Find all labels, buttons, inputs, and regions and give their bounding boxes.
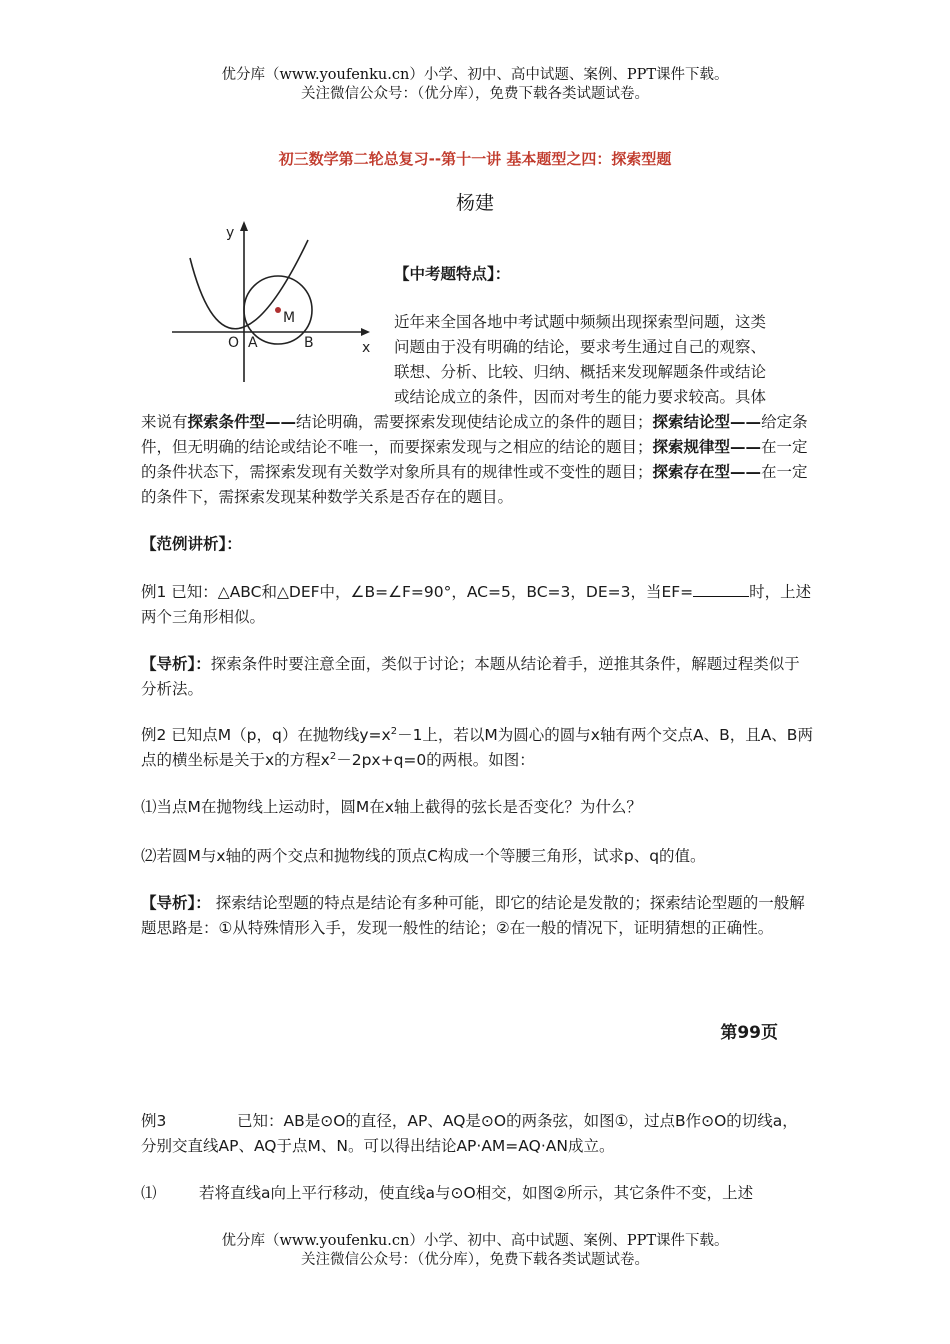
label-o: O	[228, 335, 240, 351]
body-text-1: 来说有	[141, 413, 188, 431]
label-a: A	[248, 335, 258, 351]
example-2-sup-2: 2	[329, 750, 337, 762]
example-1-post: 时，上述两个三角形相似。	[141, 583, 812, 626]
features-heading: 【中考题特点】：	[394, 265, 511, 283]
example-2-analysis-text: 探索结论型题的特点是结论有多种可能，即它的结论是发散的；探索结论型题的一般解题思路是：①从特殊情形入手，发现一般性的结论；②在一般的情况下，证明猜想的正确性。	[141, 894, 805, 937]
example-2-question-2: ⑵若圆M与x轴的两个交点和抛物线的顶点C构成一个等腰三角形，试求p、q的值。	[141, 847, 706, 865]
example-1-pre: 例1 已知：△ABC和△DEF中，∠B=∠F=90°，AC=5，BC=3，DE=3，当EF=	[141, 583, 694, 601]
body-text-4: 在一定的条件状态下，需探索发现有关数学对象所具有的规律性或不变性的题目；	[141, 438, 808, 481]
page-number: 第99页	[720, 1023, 778, 1043]
body-bold-2: 探索结论型——	[652, 413, 762, 431]
body-text-2: 结论明确，需要探索发现使结论成立的条件的题目；	[296, 413, 653, 431]
x-axis-arrow	[361, 328, 370, 336]
label-y: y	[226, 225, 235, 241]
example-2-part-3: －2px+q=0的两根。如图：	[336, 751, 535, 769]
answer-blank	[693, 582, 749, 597]
example-2-sup-1: 2	[390, 725, 398, 737]
example-1	[141, 580, 813, 630]
footer-line-1: 优分库（www.youfenku.cn）小学、初中、高中试题、案例、PPT课件下载。	[221, 1233, 729, 1249]
body-bold-3: 探索规律型——	[652, 438, 762, 456]
example-2-analysis-label: 【导析】：	[141, 894, 211, 912]
document-title: 初三数学第二轮总复习--第十一讲 基本题型之四：探索型题	[278, 150, 672, 168]
example-3-label: 例3	[141, 1112, 167, 1130]
features-intro-line-3: 联想、分析、比较、归纳、概括来发现解题条件或结论	[394, 363, 767, 381]
example-3-question-1	[141, 1181, 813, 1206]
features-heading-wrap	[394, 262, 814, 287]
example-1-analysis	[141, 652, 813, 702]
example-3-text: 已知：AB是⊙O的直径，AP、AQ是⊙O的两条弦，如图①，过点B作⊙O的切线a，分别交直线AP、AQ于点M、N。可以得出结论AP·AM=AQ·AN成立。	[141, 1112, 798, 1155]
header-line-1: 优分库（www.youfenku.cn）小学、初中、高中试题、案例、PPT课件下载。	[221, 67, 729, 83]
body-text-5: 在一定的条件下，需探索发现某种数学关系是否存在的题目。	[141, 463, 808, 506]
example-2-question-1: ⑴当点M在抛物线上运动时，圆M在x轴上截得的弦长是否变化？为什么？	[141, 798, 642, 816]
footer-line-2: 关注微信公众号：（优分库），免费下载各类试题试卷。	[301, 1252, 649, 1268]
body-bold-4: 探索存在型——	[652, 463, 762, 481]
example-2	[141, 723, 813, 773]
example-1-analysis-text: 探索条件时要注意全面，类似于讨论；本题从结论着手，逆推其条件，解题过程类似于分析法。	[141, 655, 800, 698]
label-m: M	[283, 310, 296, 326]
label-b: B	[304, 335, 314, 351]
example-3-q1-label: ⑴	[141, 1184, 157, 1202]
features-body	[141, 410, 813, 510]
example-2-analysis	[141, 891, 813, 941]
header-line-2: 关注微信公众号：（优分库），免费下载各类试题试卷。	[301, 86, 649, 102]
examples-heading-wrap	[141, 532, 813, 557]
y-axis-arrow	[240, 221, 248, 231]
body-text-3: 给定条件，但无明确的结论或结论不唯一，而要探索发现与之相应的结论的题目；	[141, 413, 808, 456]
features-intro-line-2: 问题由于没有明确的结论，要求考生通过自己的观察、	[394, 338, 767, 356]
body-bold-1: 探索条件型——	[187, 413, 297, 431]
point-m	[275, 307, 281, 313]
parabola-circle-figure	[166, 218, 380, 386]
label-x: x	[362, 340, 371, 356]
example-2-part-2: －1上，若以M为圆心的圆与x轴有两个交点A、B，且A、B两点的横坐标是关于x的方程x	[141, 726, 813, 769]
examples-heading: 【范例讲析】：	[141, 535, 242, 553]
features-intro-line-4: 或结论成立的条件，因而对考生的能力要求较高。具体	[394, 388, 767, 406]
features-intro-line-1: 近年来全国各地中考试题中频频出现探索型问题，这类	[394, 313, 767, 331]
author-name: 杨建	[455, 192, 494, 214]
example-1-analysis-label: 【导析】：	[141, 655, 211, 673]
example-3	[141, 1109, 813, 1159]
example-3-q1-text: 若将直线a向上平行移动，使直线a与⊙O相交，如图②所示，其它条件不变，上述	[199, 1184, 754, 1202]
example-2-part-1: 例2 已知点M（p，q）在抛物线y=x	[141, 726, 391, 744]
